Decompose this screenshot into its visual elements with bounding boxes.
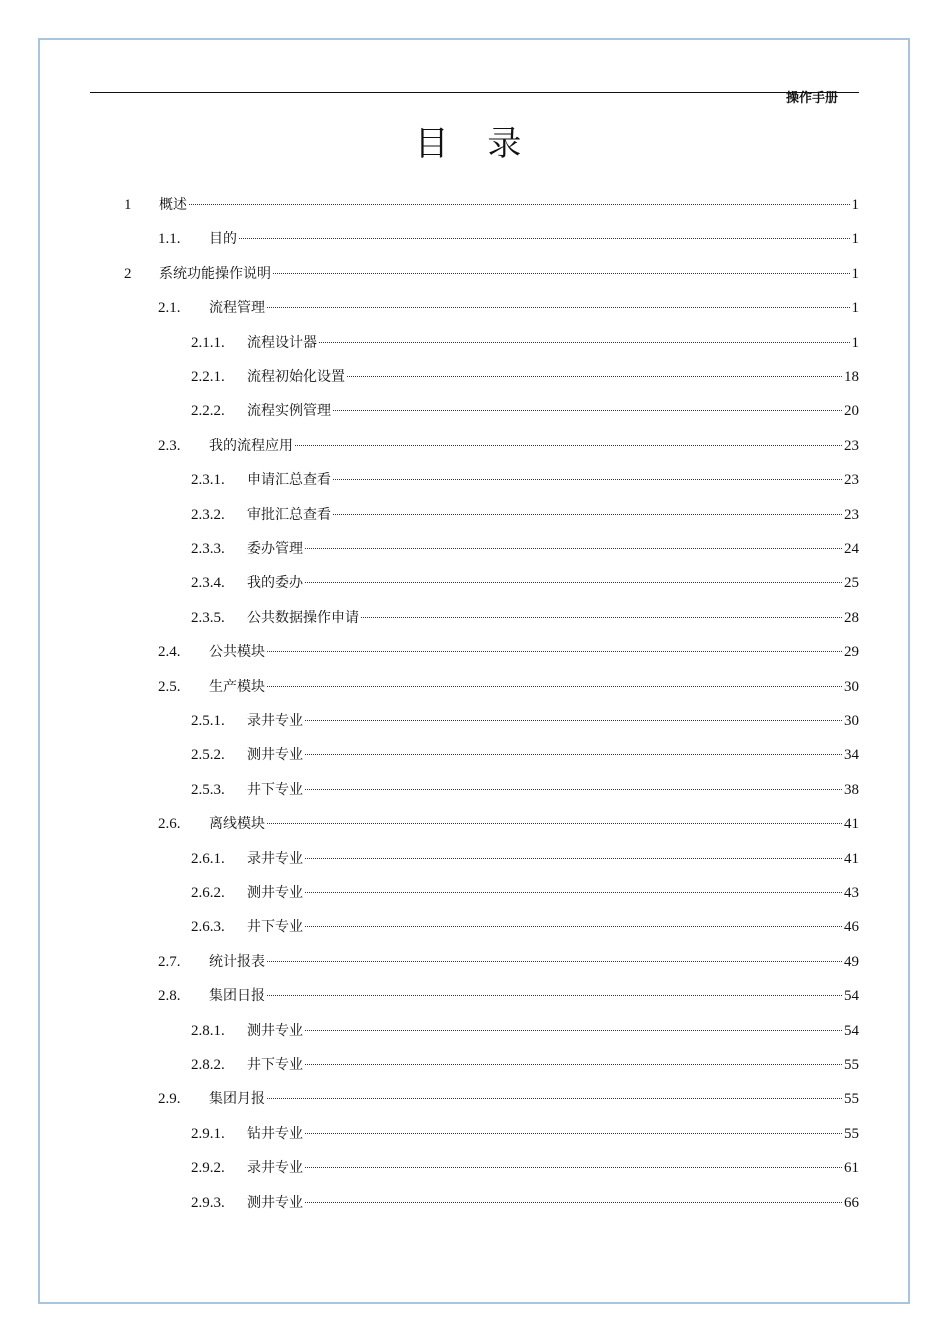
toc-entry[interactable]: [191, 1054, 859, 1076]
toc-entry[interactable]: [191, 710, 859, 732]
toc-dot-leader: [267, 650, 842, 652]
toc-entry[interactable]: [158, 297, 859, 319]
toc-entry-label: 测井专业: [247, 747, 303, 764]
toc-entry[interactable]: [191, 332, 859, 354]
toc-entry-page: 43: [844, 885, 859, 901]
toc-dot-leader: [305, 719, 842, 721]
toc-dot-leader: [267, 994, 842, 996]
toc-entry-label: 公共数据操作申请: [247, 609, 359, 626]
toc-entry-label: 申请汇总查看: [247, 472, 331, 489]
toc-entry-label: 钻井专业: [247, 1125, 303, 1142]
toc-dot-leader: [361, 616, 842, 618]
toc-entry-page: 55: [844, 1057, 859, 1073]
toc-entry-number: 2.2.1.: [191, 369, 225, 385]
toc-entry[interactable]: [191, 1157, 859, 1179]
toc-dot-leader: [295, 444, 842, 446]
toc-entry[interactable]: [158, 1088, 859, 1110]
toc-entry-label: 我的委办: [247, 575, 303, 592]
toc-entry-number: 2.3.3.: [191, 541, 225, 557]
toc-title: 目 录: [414, 124, 536, 164]
toc-dot-leader: [305, 788, 842, 790]
toc-entry[interactable]: [158, 641, 859, 663]
toc-entry[interactable]: [191, 1192, 859, 1214]
toc-entry[interactable]: [158, 951, 859, 973]
toc-entry-label: 生产模块: [209, 678, 265, 695]
toc-entry[interactable]: [191, 538, 859, 560]
toc-entry[interactable]: [191, 469, 859, 491]
toc-dot-leader: [305, 857, 842, 859]
toc-entry[interactable]: [158, 228, 859, 250]
toc-entry[interactable]: [191, 744, 859, 766]
toc-dot-leader: [305, 753, 842, 755]
toc-entry[interactable]: [191, 916, 859, 938]
toc-entry-page: 34: [844, 747, 859, 764]
toc-entry-page: 54: [844, 988, 859, 1005]
toc-dot-leader: [267, 1097, 842, 1099]
toc-dot-leader: [267, 306, 850, 308]
toc-entry[interactable]: [191, 848, 859, 870]
toc-entry-number: 1.1.: [158, 231, 181, 248]
header-title: 操作手册: [785, 91, 838, 106]
toc-dot-leader: [333, 478, 842, 480]
toc-entry-page: 41: [844, 850, 859, 867]
toc-entry-page: 1: [851, 334, 859, 351]
toc-dot-leader: [305, 581, 842, 583]
toc-dot-leader: [239, 237, 850, 239]
toc-entry-number: 2.8.1.: [191, 1022, 225, 1039]
toc-entry-label: 我的流程应用: [209, 437, 293, 454]
toc-entry-page: 55: [844, 1125, 859, 1142]
toc-entry-number: 2.5.2.: [191, 747, 225, 764]
toc-entry-page: 25: [844, 575, 859, 592]
toc-entry[interactable]: [191, 366, 859, 388]
toc-entry-number: 2.9.2.: [191, 1160, 225, 1177]
toc-entry-number: 2.9.3.: [191, 1194, 225, 1211]
toc-entry[interactable]: [158, 435, 859, 457]
toc-entry-label: 审批汇总查看: [247, 506, 331, 523]
toc-entry-page: 55: [844, 1091, 859, 1108]
toc-entry-label: 流程初始化设置: [247, 369, 345, 385]
toc-entry-page: 24: [844, 541, 859, 557]
toc-entry-number: 2.1.: [158, 300, 181, 317]
toc-dot-leader: [267, 960, 842, 962]
toc-dot-leader: [333, 513, 842, 515]
toc-entry-page: 1: [851, 197, 859, 213]
toc-entry-number: 2.3.4.: [191, 575, 225, 592]
toc-entry[interactable]: [124, 194, 859, 216]
toc-entry-page: 49: [844, 953, 859, 970]
toc-entry-page: 20: [844, 403, 859, 420]
toc-entry-page: 1: [851, 231, 859, 248]
toc-entry-page: 54: [844, 1022, 859, 1039]
toc-dot-leader: [347, 375, 842, 377]
toc-entry-page: 41: [844, 816, 859, 833]
toc-entry-page: 18: [844, 369, 859, 385]
toc-entry-page: 38: [844, 781, 859, 798]
toc-entry-number: 2.8.2.: [191, 1057, 225, 1073]
toc-entry-page: 66: [844, 1194, 859, 1211]
header-rule: [90, 92, 859, 93]
toc-entry-page: 23: [844, 472, 859, 489]
toc-entry-label: 统计报表: [209, 953, 265, 970]
toc-entry-label: 录井专业: [247, 1160, 303, 1177]
toc-entry-label: 流程实例管理: [247, 403, 331, 420]
toc-entry-label: 录井专业: [247, 713, 303, 729]
toc-entry-number: 2.3.5.: [191, 609, 225, 626]
toc-entry-number: 2.6.1.: [191, 850, 225, 867]
toc-entry-label: 井下专业: [247, 919, 303, 936]
toc-entry-page: 29: [844, 644, 859, 661]
toc-dot-leader: [273, 272, 850, 274]
toc-entry-number: 2.1.1.: [191, 334, 225, 351]
toc-entry[interactable]: [191, 1123, 859, 1145]
toc-entry[interactable]: [191, 504, 859, 526]
toc-entry-number: 2.3.2.: [191, 506, 225, 523]
toc-entry-number: 2.6.3.: [191, 919, 225, 936]
toc-entry[interactable]: [158, 985, 859, 1007]
toc-entry-number: 2.2.2.: [191, 403, 225, 420]
toc-dot-leader: [305, 1132, 842, 1134]
toc-entry-label: 目的: [209, 231, 237, 248]
toc-entry-label: 井下专业: [247, 781, 303, 798]
toc-entry-number: 2.6.2.: [191, 885, 225, 901]
toc-entry-page: 30: [844, 713, 859, 729]
toc-dot-leader: [305, 547, 842, 549]
toc-entry-number: 2.9.1.: [191, 1125, 225, 1142]
toc-entry-number: 1: [124, 197, 132, 213]
toc-dot-leader: [305, 1063, 842, 1065]
toc-entry-label: 录井专业: [247, 850, 303, 867]
toc-dot-leader: [305, 1166, 842, 1168]
toc-dot-leader: [305, 925, 842, 927]
toc-entry[interactable]: [158, 676, 859, 698]
toc-dot-leader: [305, 1201, 842, 1203]
toc-entry[interactable]: [191, 572, 859, 594]
toc-entry-page: 23: [844, 506, 859, 523]
toc-entry-label: 委办管理: [247, 541, 303, 557]
toc-entry-label: 流程管理: [209, 300, 265, 317]
toc-dot-leader: [189, 203, 850, 205]
toc-entry[interactable]: [158, 813, 859, 835]
toc-entry-number: 2.8.: [158, 988, 181, 1005]
toc-entry-number: 2: [124, 265, 132, 282]
toc-entry[interactable]: [191, 1020, 859, 1042]
toc-entry-label: 概述: [159, 197, 187, 213]
toc-entry-number: 2.5.3.: [191, 781, 225, 798]
toc-entry-label: 集团月报: [209, 1091, 265, 1108]
toc-entry-label: 流程设计器: [247, 334, 317, 351]
toc-entry-label: 公共模块: [209, 644, 265, 661]
toc-entry-number: 2.5.1.: [191, 713, 225, 729]
toc-dot-leader: [267, 822, 842, 824]
toc-entry[interactable]: [191, 400, 859, 422]
toc-entry-number: 2.7.: [158, 953, 181, 970]
toc-dot-leader: [333, 409, 842, 411]
toc-entry-number: 2.5.: [158, 678, 181, 695]
toc-entry-number: 2.4.: [158, 644, 181, 661]
toc-dot-leader: [267, 685, 842, 687]
toc-entry-label: 系统功能操作说明: [159, 265, 271, 282]
toc-entry-label: 测井专业: [247, 885, 303, 901]
toc-entry[interactable]: [191, 607, 859, 629]
toc-entry-number: 2.9.: [158, 1091, 181, 1108]
toc-entry-page: 46: [844, 919, 859, 936]
toc-entry-number: 2.3.1.: [191, 472, 225, 489]
toc-entry[interactable]: [124, 263, 859, 285]
toc-entry-page: 23: [844, 437, 859, 454]
toc-entry[interactable]: [191, 882, 859, 904]
toc-entry-label: 井下专业: [247, 1057, 303, 1073]
toc-dot-leader: [319, 341, 850, 343]
toc-entry-page: 28: [844, 609, 859, 626]
toc-entry-page: 61: [844, 1160, 859, 1177]
toc-entry-page: 1: [851, 265, 859, 282]
toc-entry-page: 1: [851, 300, 859, 317]
toc-entry-label: 集团日报: [209, 988, 265, 1005]
toc-entry-number: 2.3.: [158, 437, 181, 454]
toc-dot-leader: [305, 1029, 842, 1031]
toc-entry-label: 测井专业: [247, 1194, 303, 1211]
toc-entry[interactable]: [191, 779, 859, 801]
toc-entry-page: 30: [844, 678, 859, 695]
toc-entry-label: 测井专业: [247, 1022, 303, 1039]
toc-dot-leader: [305, 891, 842, 893]
toc-entry-number: 2.6.: [158, 816, 181, 833]
toc-entry-label: 离线模块: [209, 816, 265, 833]
